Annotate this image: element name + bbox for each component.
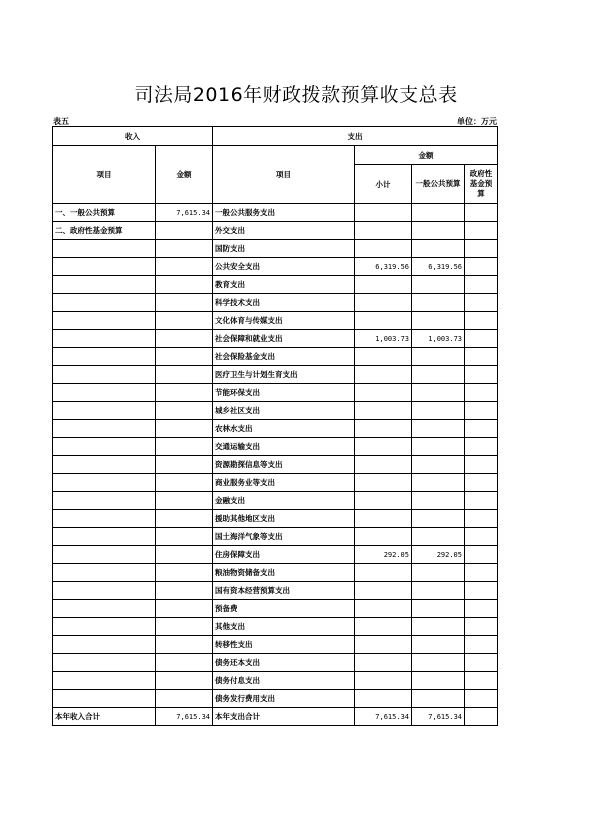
general-budget-cell — [412, 474, 465, 492]
subtotal-cell: 292.05 — [355, 546, 412, 564]
income-item-cell — [53, 330, 156, 348]
income-item-cell — [53, 654, 156, 672]
income-item-cell — [53, 366, 156, 384]
general-budget-cell — [412, 222, 465, 240]
subtotal-cell — [355, 240, 412, 258]
gov-fund-cell — [465, 492, 498, 510]
general-budget-cell: 292.05 — [412, 546, 465, 564]
general-budget-cell — [412, 348, 465, 366]
expense-item-cell: 城乡社区支出 — [213, 402, 355, 420]
gov-fund-cell — [465, 708, 498, 726]
table-row — [53, 600, 498, 618]
income-item-cell — [53, 420, 156, 438]
general-budget-cell — [412, 312, 465, 330]
income-amount-cell — [156, 600, 213, 618]
table-row — [53, 438, 498, 456]
subtotal-cell — [355, 348, 412, 366]
general-budget-cell — [412, 294, 465, 312]
expense-item-cell: 公共安全支出 — [213, 258, 355, 276]
table-row — [53, 240, 498, 258]
income-item-header: 项目 — [53, 146, 156, 204]
table-row — [53, 330, 498, 348]
gov-fund-cell — [465, 546, 498, 564]
general-budget-cell — [412, 366, 465, 384]
income-item-cell — [53, 510, 156, 528]
general-budget-cell — [412, 276, 465, 294]
general-budget-cell — [412, 510, 465, 528]
income-item-cell — [53, 438, 156, 456]
income-amount-cell — [156, 618, 213, 636]
income-amount-cell — [156, 528, 213, 546]
subtotal-cell — [355, 222, 412, 240]
table-row — [53, 546, 498, 564]
table-row — [53, 672, 498, 690]
general-budget-cell — [412, 420, 465, 438]
table-row — [53, 582, 498, 600]
gov-fund-cell — [465, 276, 498, 294]
income-amount-cell — [156, 474, 213, 492]
income-amount-cell — [156, 348, 213, 366]
expense-item-cell: 国土海洋气象等支出 — [213, 528, 355, 546]
general-budget-cell — [412, 240, 465, 258]
expense-item-cell: 文化体育与传媒支出 — [213, 312, 355, 330]
gov-fund-cell — [465, 258, 498, 276]
income-amount-cell — [156, 330, 213, 348]
expense-item-cell: 债务付息支出 — [213, 672, 355, 690]
income-item-cell — [53, 402, 156, 420]
general-budget-cell — [412, 492, 465, 510]
income-amount-cell — [156, 420, 213, 438]
expense-item-cell: 粮油物资储备支出 — [213, 564, 355, 582]
subtotal-cell — [355, 384, 412, 402]
general-budget-cell — [412, 582, 465, 600]
subtotal-cell — [355, 510, 412, 528]
table-row — [53, 654, 498, 672]
gov-fund-cell — [465, 204, 498, 222]
subtotal-cell: 1,003.73 — [355, 330, 412, 348]
expense-item-cell: 预备费 — [213, 600, 355, 618]
subtotal-cell — [355, 600, 412, 618]
subtotal-cell — [355, 564, 412, 582]
subtotal-cell — [355, 294, 412, 312]
income-amount-cell — [156, 510, 213, 528]
income-item-cell — [53, 618, 156, 636]
gov-fund-cell — [465, 582, 498, 600]
income-item-cell — [53, 348, 156, 366]
gov-fund-cell — [465, 348, 498, 366]
general-budget-cell: 1,003.73 — [412, 330, 465, 348]
income-amount-cell — [156, 564, 213, 582]
income-amount-cell: 7,615.34 — [156, 204, 213, 222]
gov-fund-cell — [465, 600, 498, 618]
income-amount-cell — [156, 456, 213, 474]
gov-fund-cell — [465, 618, 498, 636]
general-budget-cell: 7,615.34 — [412, 708, 465, 726]
income-amount-cell — [156, 546, 213, 564]
general-budget-cell: 6,319.56 — [412, 258, 465, 276]
table-row — [53, 528, 498, 546]
general-budget-cell — [412, 672, 465, 690]
subtotal-header: 小计 — [355, 165, 412, 204]
subtotal-cell — [355, 492, 412, 510]
gov-fund-cell — [465, 456, 498, 474]
gov-fund-cell — [465, 636, 498, 654]
page-title: 司法局2016年财政拨款预算收支总表 — [134, 84, 458, 106]
table-row — [53, 690, 498, 708]
table-row — [53, 294, 498, 312]
general-budget-cell — [412, 204, 465, 222]
income-item-cell — [53, 582, 156, 600]
income-item-cell — [53, 672, 156, 690]
gov-fund-cell — [465, 438, 498, 456]
expense-item-cell: 援助其他地区支出 — [213, 510, 355, 528]
table-row — [53, 312, 498, 330]
income-item-cell — [53, 528, 156, 546]
expense-header: 支出 — [213, 127, 498, 146]
table-row — [53, 402, 498, 420]
expense-item-cell: 医疗卫生与计划生育支出 — [213, 366, 355, 384]
subtotal-cell — [355, 690, 412, 708]
table-row — [53, 276, 498, 294]
income-item-cell — [53, 636, 156, 654]
subtotal-cell — [355, 438, 412, 456]
expense-item-cell: 国有资本经营预算支出 — [213, 582, 355, 600]
subtotal-cell — [355, 528, 412, 546]
income-amount-cell — [156, 276, 213, 294]
income-item-cell — [53, 294, 156, 312]
expense-item-cell: 社会保险基金支出 — [213, 348, 355, 366]
table-row — [53, 456, 498, 474]
expense-item-cell: 其他支出 — [213, 618, 355, 636]
expense-item-cell: 转移性支出 — [213, 636, 355, 654]
income-item-cell — [53, 492, 156, 510]
subtotal-cell — [355, 636, 412, 654]
budget-table — [52, 126, 498, 726]
income-amount-cell: 7,615.34 — [156, 708, 213, 726]
subtotal-cell — [355, 366, 412, 384]
table-row — [53, 474, 498, 492]
table-row — [53, 366, 498, 384]
general-budget-cell — [412, 636, 465, 654]
gov-fund-cell — [465, 402, 498, 420]
income-amount-cell — [156, 438, 213, 456]
subtotal-cell: 6,319.56 — [355, 258, 412, 276]
gov-fund-cell — [465, 240, 498, 258]
expense-item-cell: 资源勘探信息等支出 — [213, 456, 355, 474]
subtotal-cell — [355, 456, 412, 474]
income-amount-cell — [156, 222, 213, 240]
expense-item-cell: 科学技术支出 — [213, 294, 355, 312]
expense-item-cell: 教育支出 — [213, 276, 355, 294]
unit-label: 单位：万元 — [457, 117, 497, 126]
expense-item-cell: 债务还本支出 — [213, 654, 355, 672]
table-row — [53, 258, 498, 276]
income-amount-cell — [156, 294, 213, 312]
general-budget-header: 一般公共预算 — [412, 165, 465, 204]
income-amount-cell — [156, 492, 213, 510]
gov-fund-header: 政府性基金预算 — [465, 165, 498, 204]
income-amount-cell — [156, 582, 213, 600]
expense-item-cell: 住房保障支出 — [213, 546, 355, 564]
gov-fund-cell — [465, 366, 498, 384]
subtotal-cell — [355, 582, 412, 600]
expense-item-cell: 商业服务业等支出 — [213, 474, 355, 492]
expense-item-cell: 一般公共服务支出 — [213, 204, 355, 222]
gov-fund-cell — [465, 222, 498, 240]
general-budget-cell — [412, 600, 465, 618]
general-budget-cell — [412, 654, 465, 672]
income-item-cell — [53, 600, 156, 618]
income-item-cell — [53, 474, 156, 492]
income-amount-cell — [156, 690, 213, 708]
table-row — [53, 510, 498, 528]
gov-fund-cell — [465, 690, 498, 708]
income-item-cell — [53, 240, 156, 258]
subtotal-cell — [355, 654, 412, 672]
general-budget-cell — [412, 618, 465, 636]
table-row — [53, 618, 498, 636]
expense-item-cell: 外交支出 — [213, 222, 355, 240]
income-item-cell — [53, 690, 156, 708]
income-amount-header: 金额 — [156, 146, 213, 204]
gov-fund-cell — [465, 420, 498, 438]
subtotal-cell — [355, 474, 412, 492]
subtotal-cell — [355, 420, 412, 438]
general-budget-cell — [412, 384, 465, 402]
subtotal-cell — [355, 402, 412, 420]
table-row — [53, 384, 498, 402]
subtotal-cell: 7,615.34 — [355, 708, 412, 726]
general-budget-cell — [412, 528, 465, 546]
gov-fund-cell — [465, 564, 498, 582]
income-item-cell — [53, 384, 156, 402]
table-row — [53, 564, 498, 582]
subtotal-cell — [355, 618, 412, 636]
income-amount-cell — [156, 402, 213, 420]
gov-fund-cell — [465, 312, 498, 330]
subtotal-cell — [355, 204, 412, 222]
income-item-cell — [53, 456, 156, 474]
gov-fund-cell — [465, 330, 498, 348]
income-amount-cell — [156, 258, 213, 276]
gov-fund-cell — [465, 384, 498, 402]
general-budget-cell — [412, 564, 465, 582]
income-amount-cell — [156, 366, 213, 384]
expense-item-cell: 社会保障和就业支出 — [213, 330, 355, 348]
gov-fund-cell — [465, 474, 498, 492]
general-budget-cell — [412, 438, 465, 456]
income-item-cell — [53, 564, 156, 582]
income-amount-cell — [156, 312, 213, 330]
income-item-cell — [53, 258, 156, 276]
expense-item-cell: 债务发行费用支出 — [213, 690, 355, 708]
table-number: 表五 — [53, 117, 69, 126]
expense-item-header: 项目 — [213, 146, 355, 204]
table-row — [53, 420, 498, 438]
table-row — [53, 492, 498, 510]
income-item-cell: 二、政府性基金预算 — [53, 222, 156, 240]
general-budget-cell — [412, 690, 465, 708]
gov-fund-cell — [465, 654, 498, 672]
subtotal-cell — [355, 672, 412, 690]
income-header: 收入 — [53, 127, 213, 146]
income-amount-cell — [156, 636, 213, 654]
expense-item-cell: 农林水支出 — [213, 420, 355, 438]
table-row — [53, 348, 498, 366]
expense-item-cell: 本年支出合计 — [213, 708, 355, 726]
income-item-cell: 本年收入合计 — [53, 708, 156, 726]
table-row — [53, 222, 498, 240]
expense-item-cell: 交通运输支出 — [213, 438, 355, 456]
general-budget-cell — [412, 402, 465, 420]
expense-amount-header: 金额 — [355, 146, 498, 165]
income-item-cell — [53, 312, 156, 330]
gov-fund-cell — [465, 510, 498, 528]
general-budget-cell — [412, 456, 465, 474]
income-amount-cell — [156, 384, 213, 402]
subtotal-cell — [355, 312, 412, 330]
gov-fund-cell — [465, 672, 498, 690]
income-amount-cell — [156, 654, 213, 672]
income-amount-cell — [156, 240, 213, 258]
expense-item-cell: 国防支出 — [213, 240, 355, 258]
income-amount-cell — [156, 672, 213, 690]
expense-item-cell: 金融支出 — [213, 492, 355, 510]
table-row — [53, 708, 498, 726]
income-item-cell: 一、一般公共预算 — [53, 204, 156, 222]
subtotal-cell — [355, 276, 412, 294]
expense-item-cell: 节能环保支出 — [213, 384, 355, 402]
income-item-cell — [53, 546, 156, 564]
gov-fund-cell — [465, 528, 498, 546]
gov-fund-cell — [465, 294, 498, 312]
income-item-cell — [53, 276, 156, 294]
table-row — [53, 204, 498, 222]
table-row — [53, 636, 498, 654]
